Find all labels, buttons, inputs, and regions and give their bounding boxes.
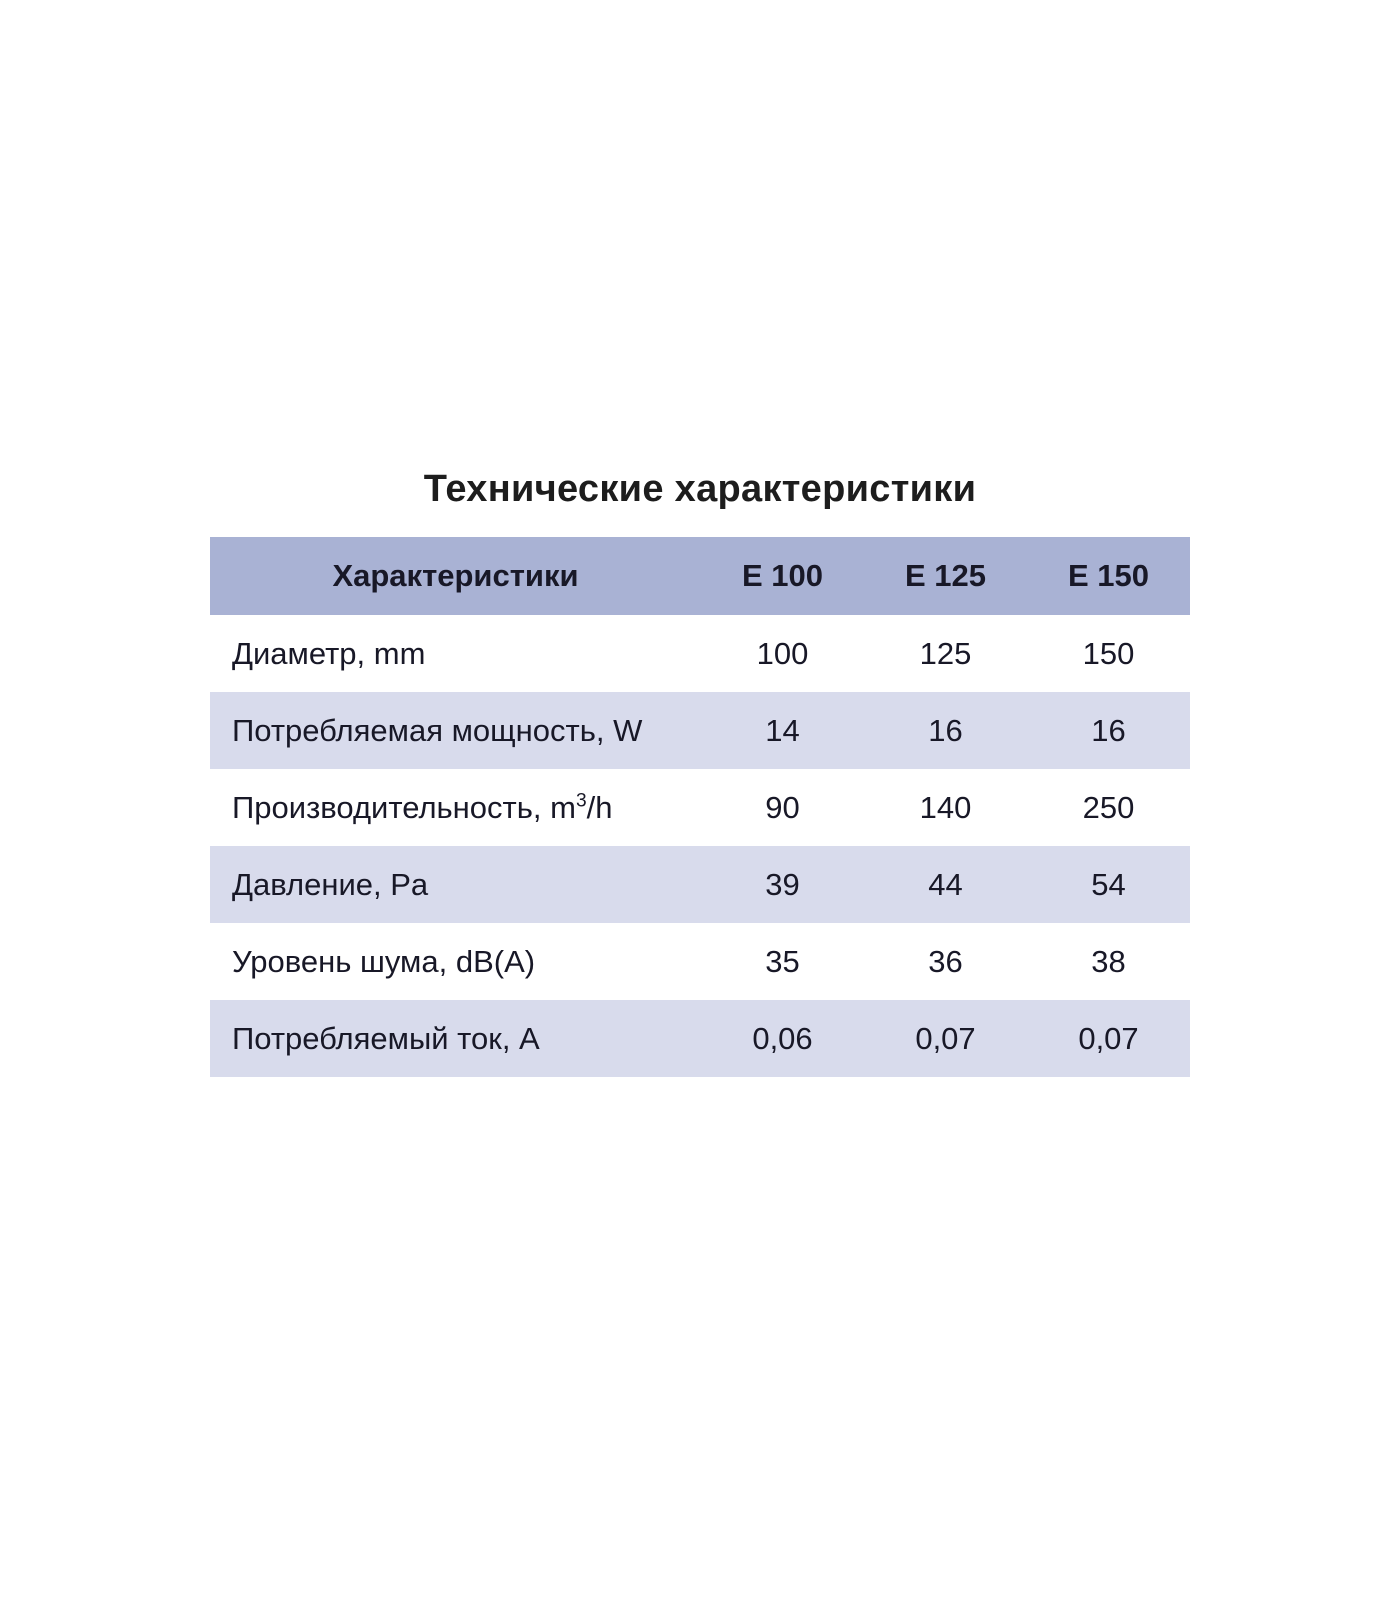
cell-value: 0,07 bbox=[1078, 1020, 1139, 1056]
cell-value: 0,07 bbox=[915, 1020, 976, 1056]
page-title: Технические характеристики bbox=[423, 468, 977, 510]
table-row-power bbox=[210, 692, 1190, 769]
cell-value: 54 bbox=[1091, 866, 1126, 902]
cell-value: 14 bbox=[765, 712, 800, 748]
table-header-row bbox=[210, 537, 1190, 615]
cell-value: 150 bbox=[1082, 635, 1135, 671]
table-row-current bbox=[210, 1000, 1190, 1077]
cell-value: 250 bbox=[1082, 789, 1135, 825]
spec-table bbox=[210, 537, 1190, 1077]
table-row-noise bbox=[210, 923, 1190, 1000]
cell-value: 16 bbox=[928, 712, 963, 748]
row-label: Производительность, $m^3/h$ bbox=[232, 789, 613, 825]
column-header-e100: E 100 bbox=[741, 558, 823, 593]
cell-value: 125 bbox=[919, 635, 972, 671]
row-label: Давление, Pa bbox=[232, 866, 429, 902]
row-label: Потребляемый ток, A bbox=[232, 1020, 540, 1056]
cell-value: 35 bbox=[765, 943, 800, 979]
table-row-capacity bbox=[210, 769, 1190, 846]
cell-value: 0,06 bbox=[752, 1020, 813, 1056]
column-header-e125: E 125 bbox=[904, 558, 986, 593]
row-label: Диаметр, mm bbox=[232, 635, 426, 671]
cell-value: 100 bbox=[756, 635, 809, 671]
cell-value: 140 bbox=[919, 789, 972, 825]
cell-value: 39 bbox=[765, 866, 800, 902]
cell-value: 90 bbox=[765, 789, 800, 825]
column-header-characteristics: Характеристики bbox=[332, 558, 579, 593]
cell-value: 16 bbox=[1091, 712, 1126, 748]
row-label: Потребляемая мощность, W bbox=[232, 712, 643, 748]
row-label: Уровень шума, dB(A) bbox=[232, 943, 536, 979]
cell-value: 38 bbox=[1091, 943, 1126, 979]
table-row-pressure bbox=[210, 846, 1190, 923]
table-row-diameter bbox=[210, 615, 1190, 692]
cell-value: 36 bbox=[928, 943, 963, 979]
column-header-e150: E 150 bbox=[1067, 558, 1149, 593]
cell-value: 44 bbox=[928, 866, 963, 902]
